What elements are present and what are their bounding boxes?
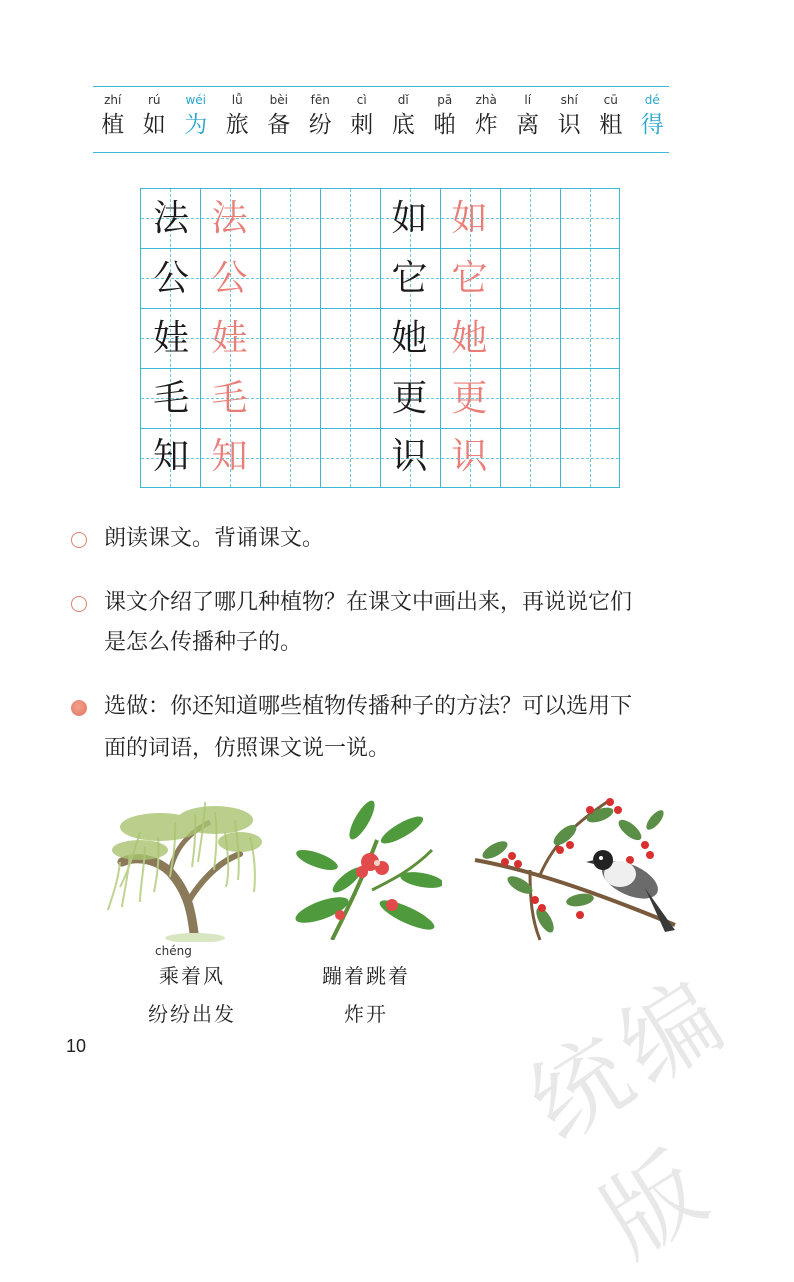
char-cell: [383, 92, 425, 142]
char-cell: [258, 92, 300, 142]
strip-top-line: [93, 86, 669, 87]
trace-char: 识: [451, 436, 488, 477]
char-cell: [217, 92, 259, 142]
trace-char: 她: [451, 318, 488, 359]
trace-char: 法: [211, 198, 248, 239]
model-char: 它: [391, 258, 428, 299]
char-cell: [300, 92, 342, 142]
trace-char: 毛: [211, 378, 248, 419]
hanzi: 识: [557, 112, 581, 138]
hanzi: 炸: [474, 112, 498, 138]
char-cell: [466, 92, 508, 142]
pinyin: zhà: [475, 93, 497, 107]
pinyin: cì: [356, 93, 367, 107]
balsam-plant-illustration: [292, 800, 442, 940]
pinyin: lǚ: [231, 93, 243, 107]
char-cell: [590, 92, 632, 142]
char-cell-highlighted: [632, 92, 674, 142]
hanzi: 备: [267, 112, 291, 138]
trace-char: 知: [211, 436, 248, 477]
model-char: 更: [391, 378, 428, 419]
model-char: 知: [152, 436, 189, 477]
bird-on-berry-branch-illustration: [470, 790, 680, 950]
pinyin: cū: [603, 93, 618, 107]
char-cell: [134, 92, 176, 142]
hanzi: 如: [142, 112, 166, 138]
hanzi: 啪: [433, 112, 457, 138]
caption-line: 炸开: [344, 1002, 388, 1026]
pinyin: shí: [560, 93, 578, 107]
caption-line: 纷纷出发: [148, 1002, 236, 1026]
question-2-line-1: 课文介绍了哪几种植物？在课文中画出来，再说说它们: [104, 590, 633, 615]
watermark-logo: 统编版: [510, 954, 750, 1279]
hanzi: 纷: [308, 112, 332, 138]
model-char: 娃: [152, 318, 189, 359]
char-cell: [341, 92, 383, 142]
question-3-line-1: 选做：你还知道哪些植物传播种子的方法？可以选用下: [104, 694, 633, 719]
trace-char: 如: [451, 198, 488, 239]
question-2-line-2: 是怎么传播种子的。: [104, 630, 303, 655]
model-char: 公: [152, 258, 189, 299]
writing-practice-grid: [140, 188, 620, 488]
question-marker-icon: [71, 532, 87, 548]
pinyin: rú: [147, 93, 161, 107]
hanzi: 旅: [225, 112, 249, 138]
caption-line: 乘着风: [159, 964, 225, 988]
char-cell: [424, 92, 466, 142]
hanzi: 底: [391, 112, 415, 138]
hanzi: 为: [184, 112, 208, 138]
hanzi: 刺: [350, 112, 374, 138]
pinyin: wéi: [185, 93, 207, 107]
question-3-line-2: 面的词语，仿照课文说一说。: [104, 736, 391, 761]
page-number: 10: [66, 1036, 87, 1056]
pinyin: bèi: [269, 93, 288, 107]
strip-bottom-line: [93, 152, 669, 153]
char-cell-highlighted: [175, 92, 217, 142]
char-cell: [92, 92, 134, 142]
willow-tree-illustration: [100, 792, 270, 942]
model-char: 她: [391, 318, 428, 359]
pinyin: dé: [644, 93, 660, 107]
model-char: 毛: [152, 378, 189, 419]
hanzi: 离: [516, 112, 540, 138]
pinyin: dǐ: [397, 93, 409, 107]
caption-line: 蹦着跳着: [322, 964, 410, 988]
pinyin: lí: [524, 93, 532, 107]
optional-marker-icon: [71, 700, 87, 716]
char-cell: [549, 92, 591, 142]
pinyin: fēn: [310, 93, 330, 107]
pinyin: pā: [437, 93, 453, 107]
new-characters-strip: [92, 92, 672, 148]
model-char: 识: [391, 436, 428, 477]
trace-char: 娃: [211, 318, 248, 359]
question-1: 朗读课文。背诵课文。: [104, 526, 325, 551]
hanzi: 粗: [599, 112, 623, 138]
trace-char: 公: [211, 258, 248, 299]
model-char: 法: [152, 198, 189, 239]
char-cell: [507, 92, 549, 142]
hanzi: 植: [101, 112, 125, 138]
trace-char: 它: [451, 258, 488, 299]
caption-pinyin: chéng: [155, 944, 192, 958]
model-char: 如: [391, 198, 428, 239]
hanzi: 得: [640, 112, 664, 138]
question-marker-icon: [71, 596, 87, 612]
pinyin: zhí: [104, 93, 122, 107]
trace-char: 更: [451, 378, 488, 419]
